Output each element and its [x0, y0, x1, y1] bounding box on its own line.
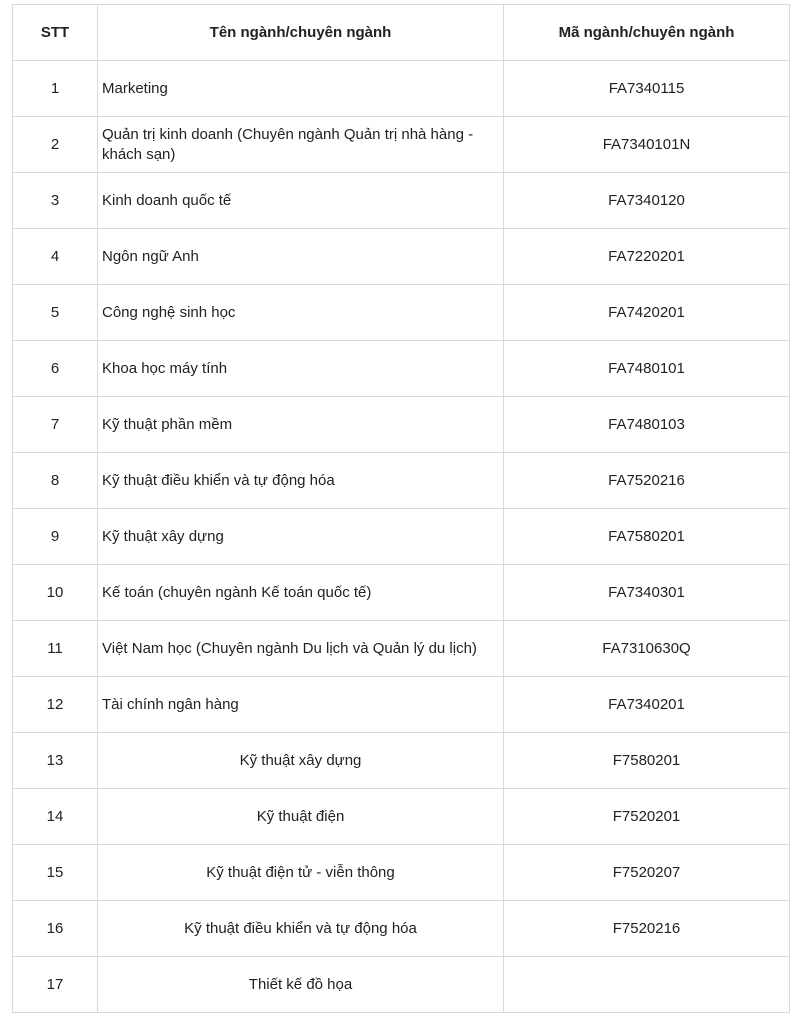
- row-major-name: Quản trị kinh doanh (Chuyên ngành Quản trị nhà hàng - khách sạn): [98, 117, 504, 173]
- table-row: [13, 229, 790, 285]
- row-stt: 6: [13, 341, 98, 397]
- table-row: [13, 509, 790, 565]
- table-body: [13, 61, 790, 1013]
- table-row: [13, 61, 790, 117]
- row-major-name: Kỹ thuật điều khiển và tự động hóa: [98, 901, 504, 957]
- table-row: [13, 285, 790, 341]
- row-major-code: F7580201: [504, 733, 790, 789]
- row-stt: 7: [13, 397, 98, 453]
- row-major-code: FA7340115: [504, 61, 790, 117]
- row-stt: 5: [13, 285, 98, 341]
- row-major-code: F7520216: [504, 901, 790, 957]
- header-major-code: Mã ngành/chuyên ngành: [504, 5, 790, 61]
- table-row: [13, 677, 790, 733]
- header-major-name: Tên ngành/chuyên ngành: [98, 5, 504, 61]
- row-stt: 9: [13, 509, 98, 565]
- row-major-code: FA7480101: [504, 341, 790, 397]
- table-row: [13, 117, 790, 173]
- table-row: [13, 453, 790, 509]
- row-stt: 3: [13, 173, 98, 229]
- row-major-name: Marketing: [98, 61, 504, 117]
- majors-table-container: [12, 4, 790, 1013]
- table-header-row: [13, 5, 790, 61]
- row-stt: 8: [13, 453, 98, 509]
- table-row: [13, 733, 790, 789]
- row-major-code: F7520201: [504, 789, 790, 845]
- row-major-name: Công nghệ sinh học: [98, 285, 504, 341]
- row-stt: 16: [13, 901, 98, 957]
- row-major-name: Kỹ thuật phần mềm: [98, 397, 504, 453]
- row-major-code: FA7520216: [504, 453, 790, 509]
- row-major-code: FA7220201: [504, 229, 790, 285]
- row-stt: 11: [13, 621, 98, 677]
- row-major-code: FA7340301: [504, 565, 790, 621]
- row-major-code: FA7340201: [504, 677, 790, 733]
- table-row: [13, 901, 790, 957]
- table-row: [13, 565, 790, 621]
- table-row: [13, 957, 790, 1013]
- row-major-name: Kế toán (chuyên ngành Kế toán quốc tế): [98, 565, 504, 621]
- table-row: [13, 341, 790, 397]
- row-stt: 1: [13, 61, 98, 117]
- row-stt: 12: [13, 677, 98, 733]
- row-major-name: Kỹ thuật điện tử - viễn thông: [98, 845, 504, 901]
- table-row: [13, 621, 790, 677]
- row-major-name: Kỹ thuật xây dựng: [98, 733, 504, 789]
- row-major-code: F7520207: [504, 845, 790, 901]
- row-stt: 14: [13, 789, 98, 845]
- row-stt: 15: [13, 845, 98, 901]
- header-stt: STT: [13, 5, 98, 61]
- row-major-name: Kỹ thuật điều khiển và tự động hóa: [98, 453, 504, 509]
- table-row: [13, 845, 790, 901]
- row-major-name: Kỹ thuật xây dựng: [98, 509, 504, 565]
- row-major-code: [504, 957, 790, 1013]
- row-major-code: FA7340120: [504, 173, 790, 229]
- table-row: [13, 397, 790, 453]
- table-row: [13, 789, 790, 845]
- row-major-code: FA7420201: [504, 285, 790, 341]
- row-major-name: Tài chính ngân hàng: [98, 677, 504, 733]
- row-stt: 10: [13, 565, 98, 621]
- row-major-code: FA7580201: [504, 509, 790, 565]
- table-row: [13, 173, 790, 229]
- row-stt: 13: [13, 733, 98, 789]
- row-stt: 17: [13, 957, 98, 1013]
- row-stt: 4: [13, 229, 98, 285]
- row-major-name: Việt Nam học (Chuyên ngành Du lịch và Quản lý du lịch): [98, 621, 504, 677]
- row-major-name: Khoa học máy tính: [98, 341, 504, 397]
- row-major-name: Thiết kế đồ họa: [98, 957, 504, 1013]
- row-major-code: FA7340101N: [504, 117, 790, 173]
- row-major-name: Ngôn ngữ Anh: [98, 229, 504, 285]
- majors-table: [12, 4, 790, 1013]
- row-major-name: Kinh doanh quốc tế: [98, 173, 504, 229]
- row-major-code: FA7310630Q: [504, 621, 790, 677]
- row-major-code: FA7480103: [504, 397, 790, 453]
- row-stt: 2: [13, 117, 98, 173]
- row-major-name: Kỹ thuật điện: [98, 789, 504, 845]
